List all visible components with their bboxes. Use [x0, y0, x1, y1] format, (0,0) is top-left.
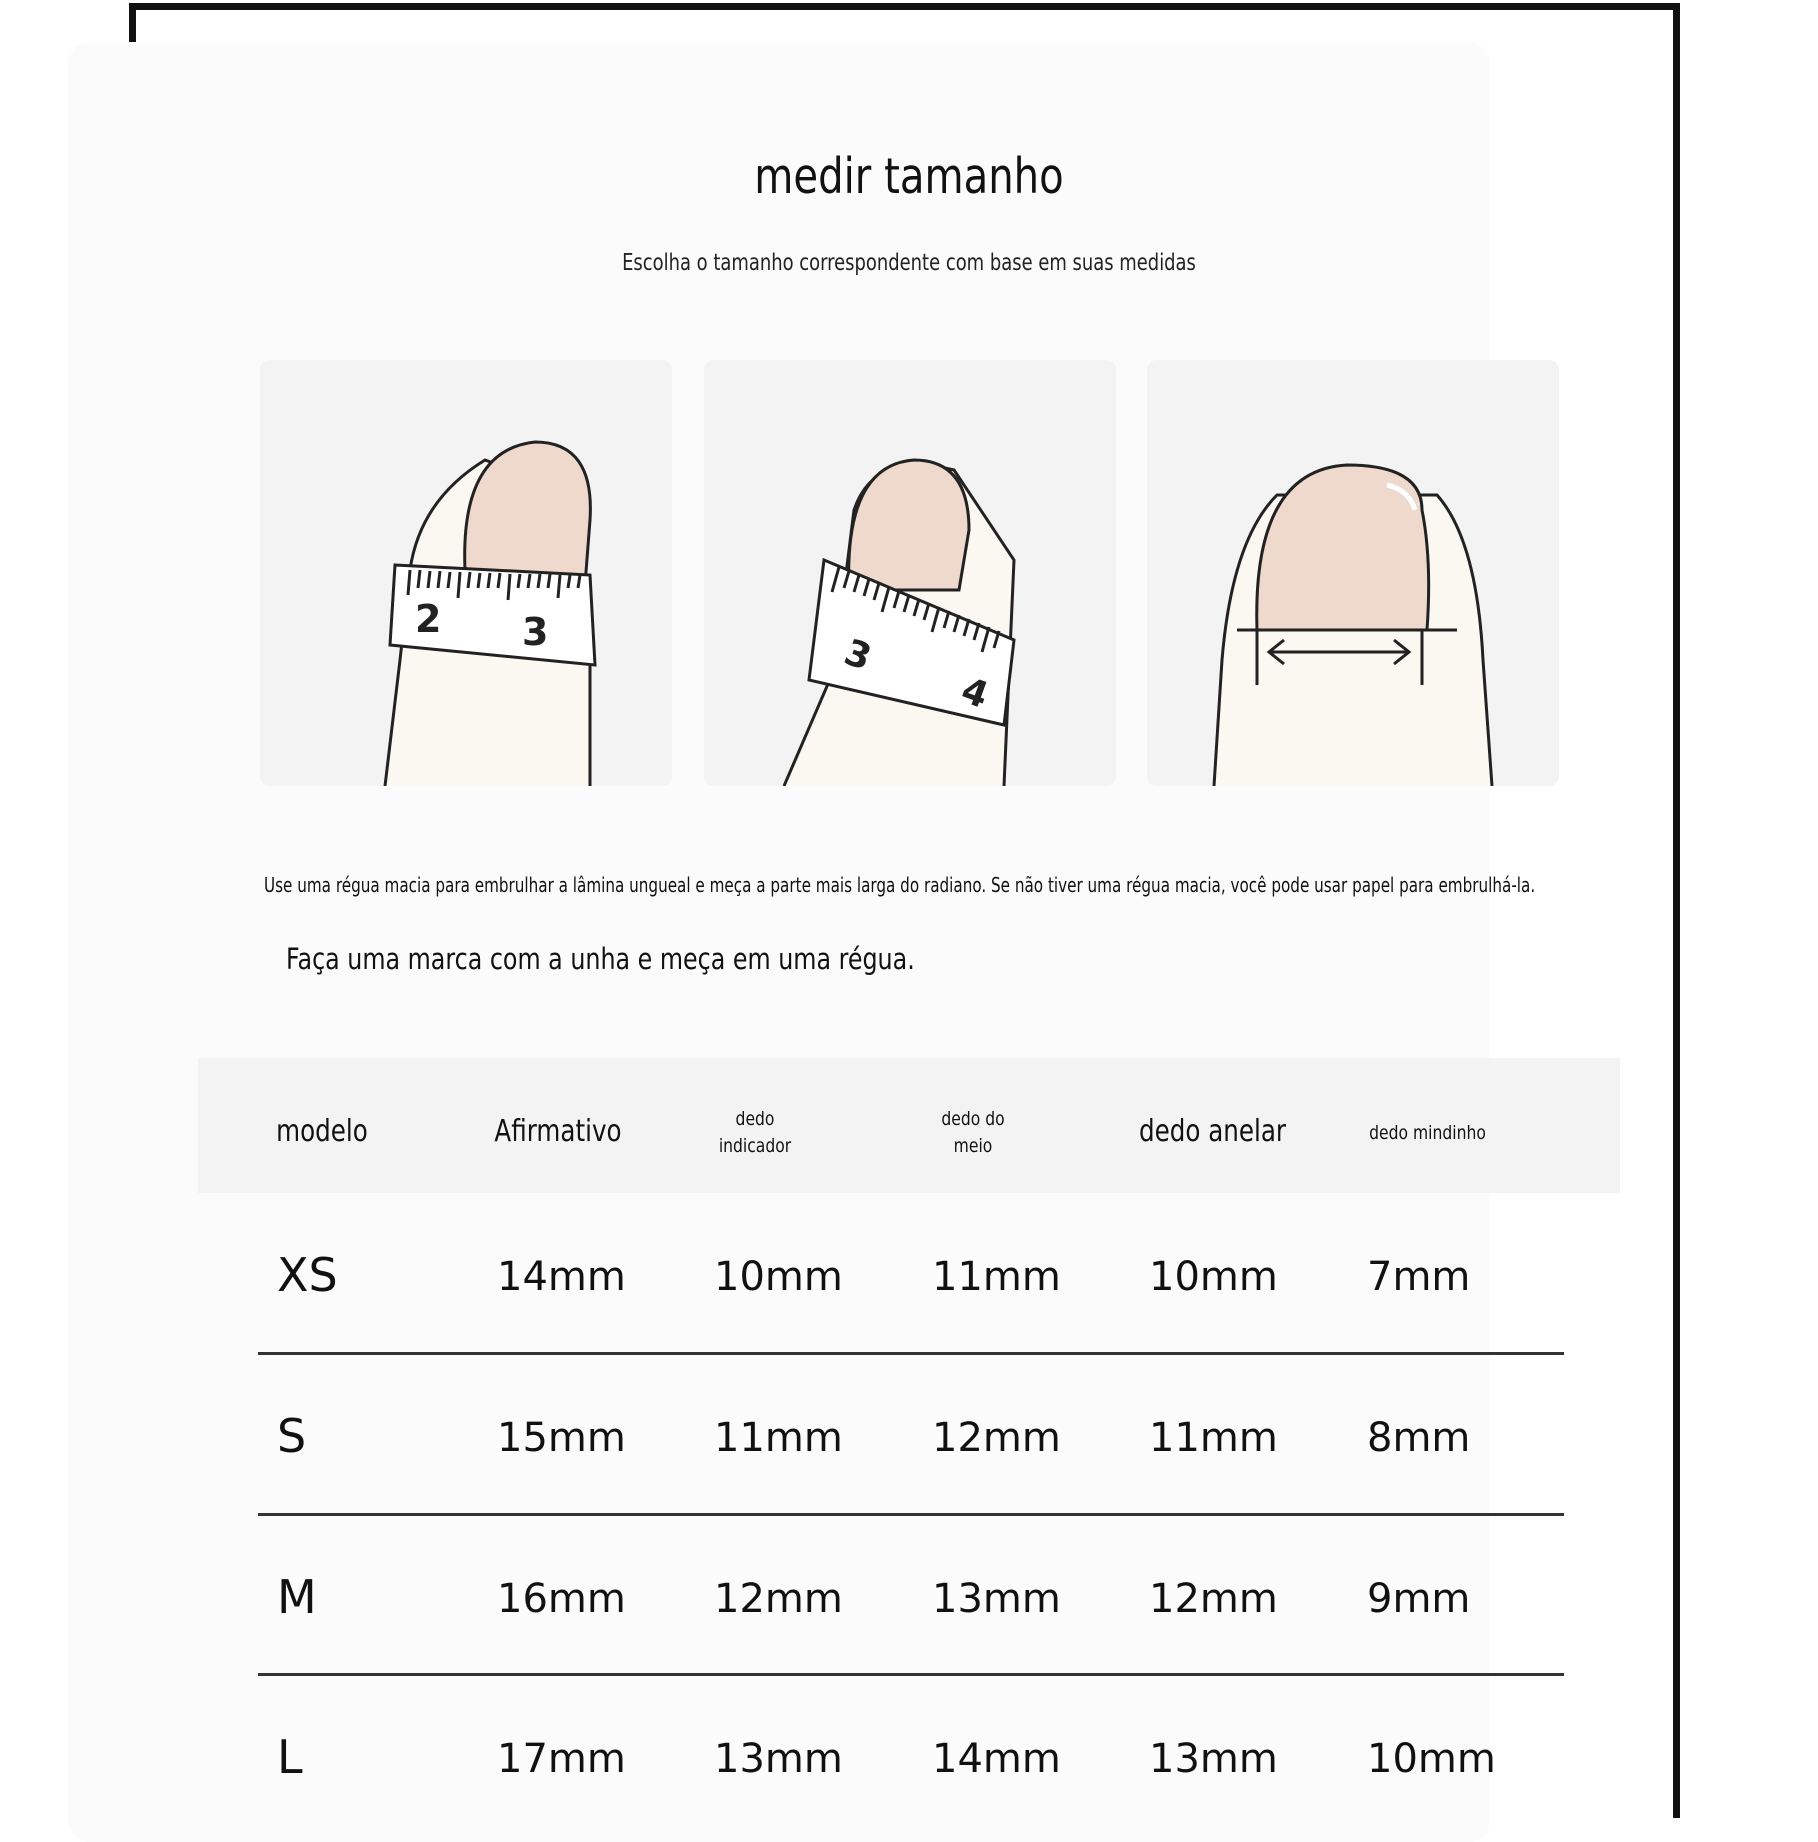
header-dedo-indicador-l2: indicador: [718, 1135, 792, 1157]
row-divider: [258, 1513, 1564, 1516]
header-dedo-anelar: dedo anelar: [1138, 1114, 1287, 1149]
ruler-mark-3: 3: [522, 610, 549, 654]
header-dedo-do-meio: [920, 1106, 1027, 1160]
table-cell: 8mm: [1367, 1415, 1471, 1461]
table-cell: 15mm: [497, 1415, 626, 1461]
page-subtitle: Escolha o tamanho correspondente com base em suas medidas: [622, 250, 1196, 276]
instruction-line-2: Faça uma marca com a unha e meça em uma régua.: [286, 942, 915, 976]
ruler-mark-3b: 3: [838, 631, 877, 680]
table-cell: 9mm: [1367, 1576, 1471, 1622]
finger-ruler-illustration-2: [704, 360, 1116, 786]
nail-width-illustration: [1147, 360, 1559, 786]
table-cell: 7mm: [1367, 1254, 1471, 1300]
table-cell: 12mm: [714, 1576, 843, 1622]
table-cell: 14mm: [497, 1254, 626, 1300]
table-cell: 11mm: [932, 1254, 1061, 1300]
table-cell: 10mm: [714, 1254, 843, 1300]
size-label: XS: [277, 1248, 338, 1302]
header-dedo-mindinho: dedo mindinho: [1369, 1122, 1486, 1144]
illustration-nail-width: [1147, 360, 1559, 786]
table-cell: 11mm: [1149, 1415, 1278, 1461]
header-afirmativo: Afirmativo: [494, 1114, 622, 1149]
table-cell: 13mm: [714, 1736, 843, 1782]
header-dedo-indicador: [702, 1106, 809, 1160]
table-cell: 16mm: [497, 1576, 626, 1622]
table-cell: 14mm: [932, 1736, 1061, 1782]
table-cell: 11mm: [714, 1415, 843, 1461]
ruler-mark-2: 2: [415, 597, 442, 641]
row-divider: [258, 1673, 1564, 1676]
ruler-mark-4: 4: [955, 669, 994, 718]
table-cell: 10mm: [1149, 1254, 1278, 1300]
header-dedo-indicador-l1: dedo: [735, 1108, 775, 1130]
table-cell: 10mm: [1367, 1736, 1496, 1782]
size-label: L: [277, 1730, 303, 1784]
header-dedo-do-meio-l1: dedo do: [941, 1108, 1005, 1130]
table-cell: 12mm: [932, 1415, 1061, 1461]
table-cell: 13mm: [1149, 1736, 1278, 1782]
finger-ruler-illustration-1: [260, 360, 672, 786]
table-cell: 13mm: [932, 1576, 1061, 1622]
page-title: medir tamanho: [754, 148, 1064, 205]
instruction-line-1: Use uma régua macia para embrulhar a lâmina ungueal e meça a parte mais larga do radiano. Se não tiver uma régua macia, você pode usar papel para embrulhá-la.: [264, 873, 1536, 897]
header-modelo: modelo: [276, 1114, 368, 1149]
row-divider: [258, 1352, 1564, 1355]
table-cell: 17mm: [497, 1736, 626, 1782]
size-label: S: [277, 1409, 307, 1463]
header-dedo-do-meio-l2: meio: [953, 1135, 993, 1157]
illustration-ruler-tilted: [704, 360, 1116, 786]
size-label: M: [277, 1570, 317, 1624]
table-cell: 12mm: [1149, 1576, 1278, 1622]
illustration-ruler-left: [260, 360, 672, 786]
